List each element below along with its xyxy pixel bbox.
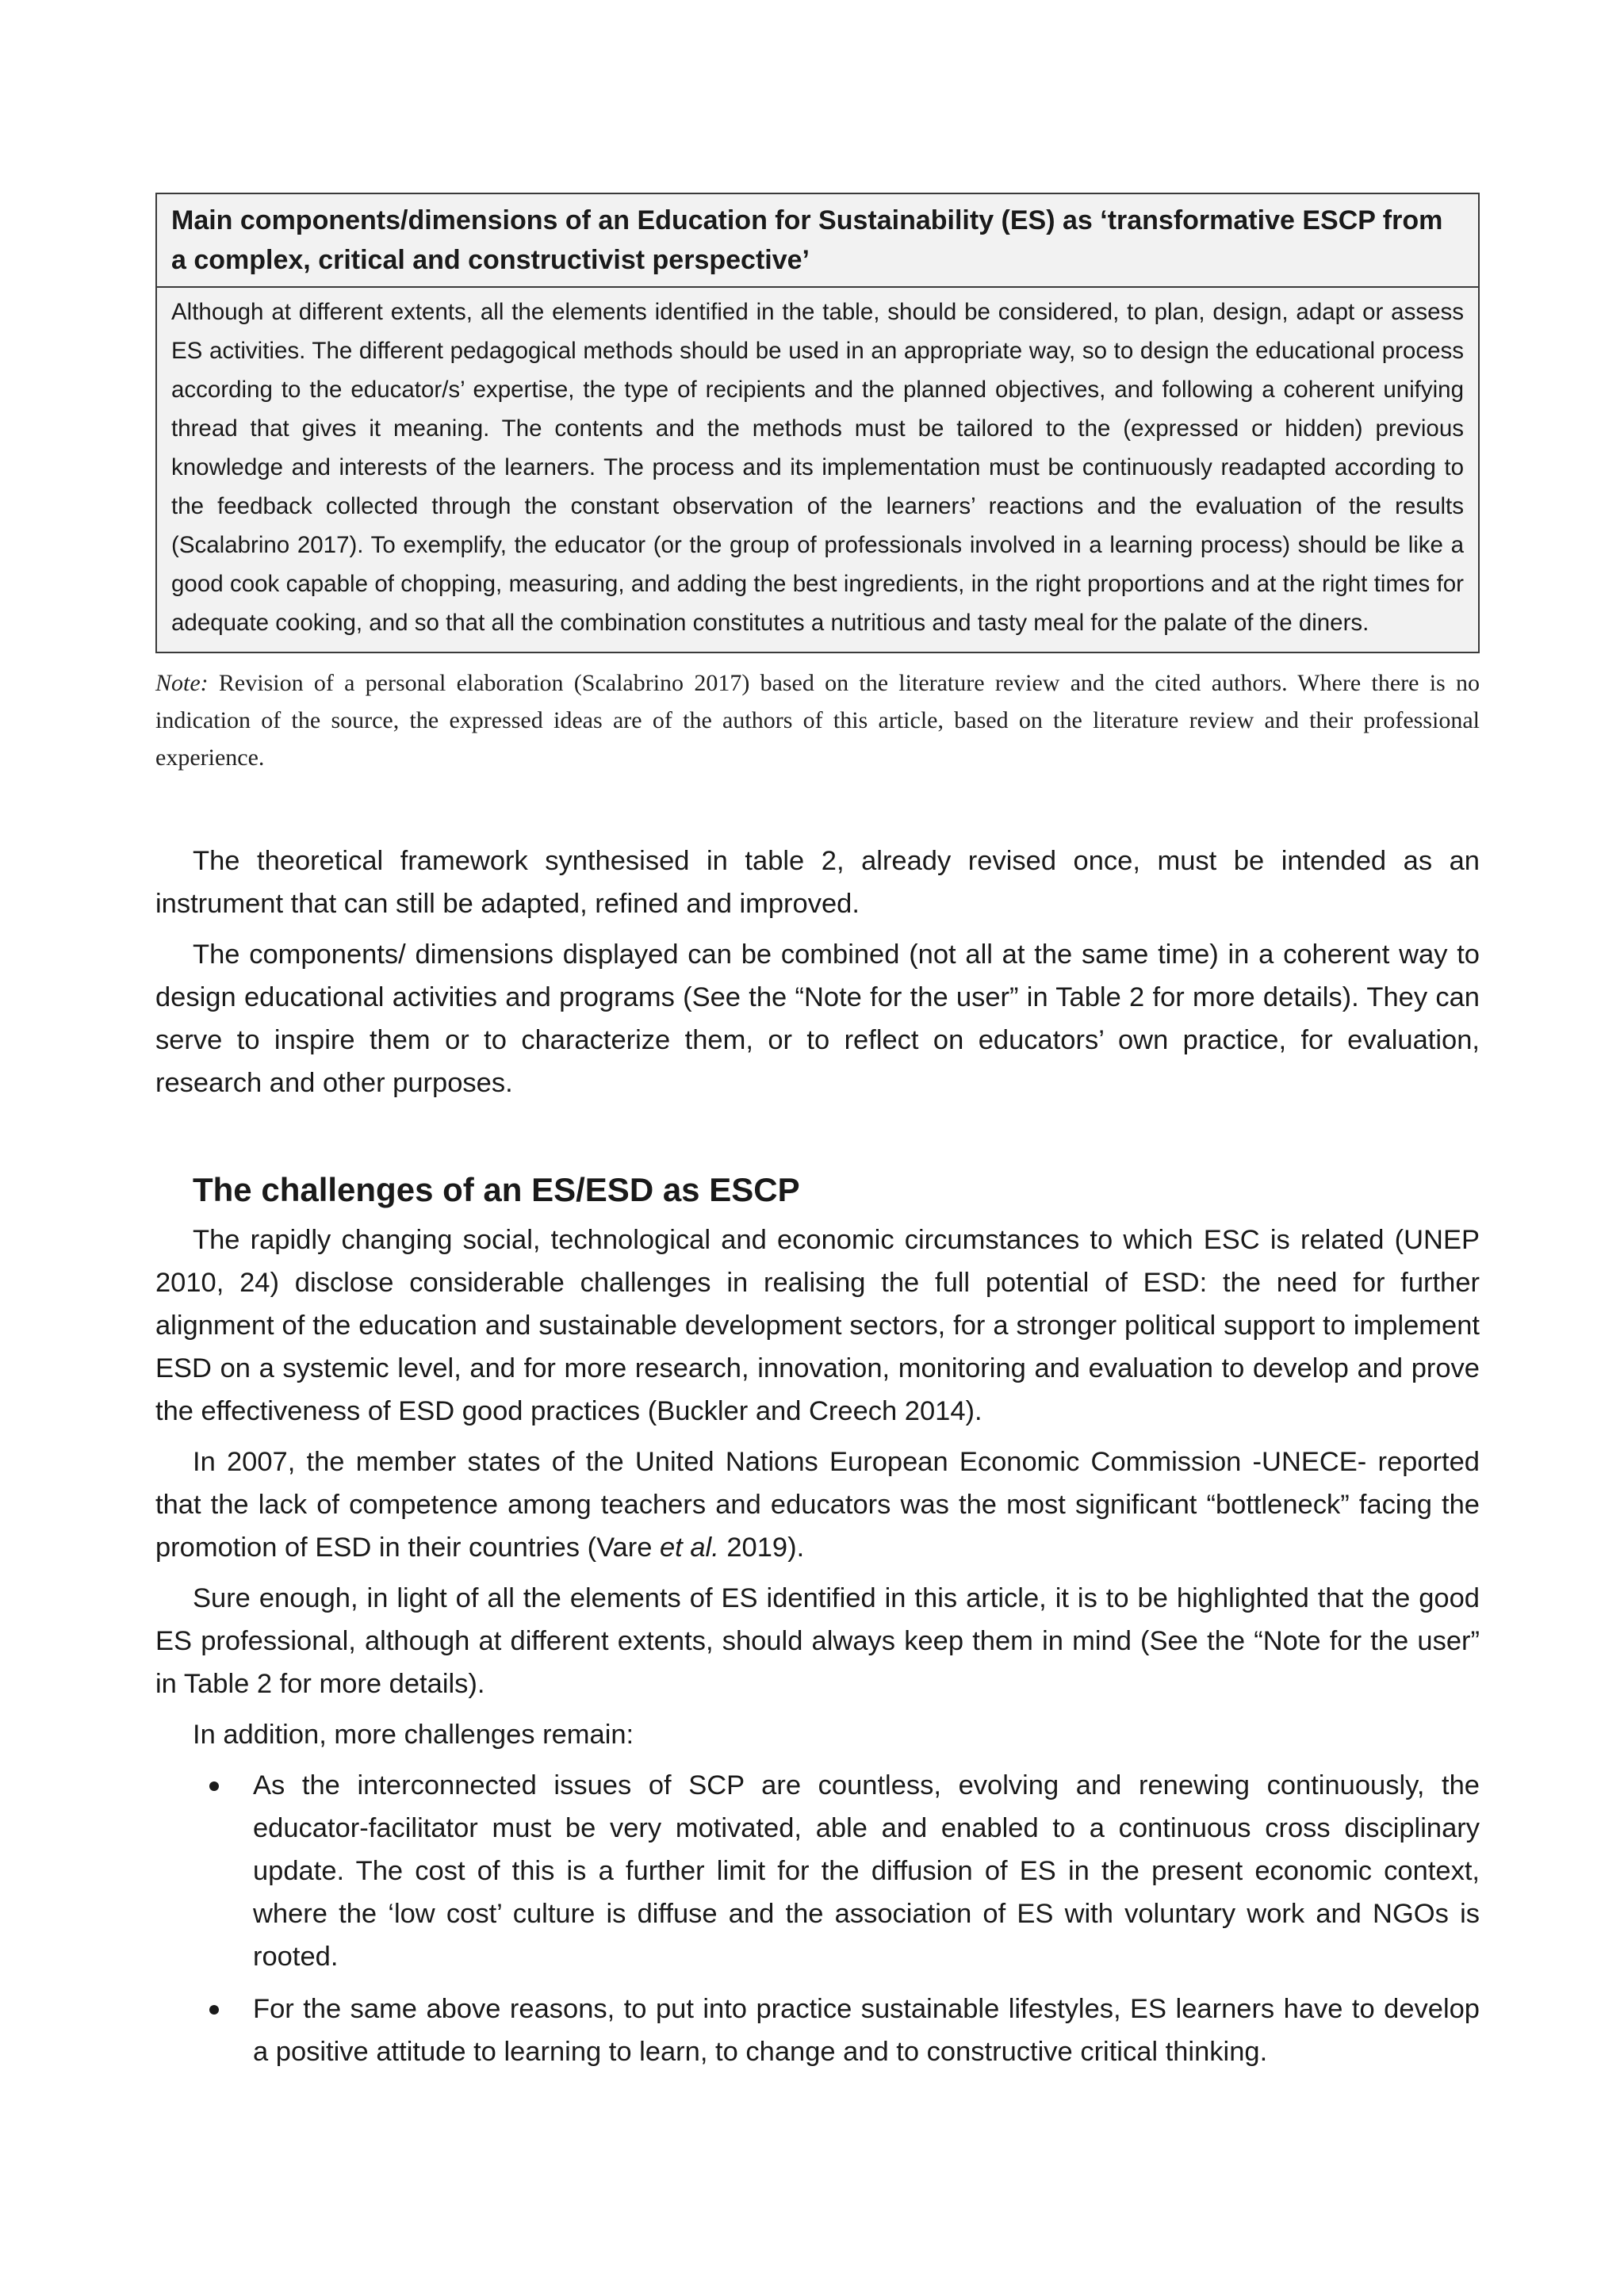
paragraph-text: In 2007, the member states of the United Nations European Economic Commission -UNECE- reported that the lack of competence among teachers and educators was the most significant “bottleneck” facing the promotion of ESD in their countries (Vare: [155, 1447, 1480, 1563]
box-title: Main components/dimensions of an Education for Sustainability (ES) as ‘transformative ESCP from a complex, critical and constructivist perspective’: [157, 194, 1478, 288]
paragraph: In addition, more challenges remain:: [193, 1720, 634, 1750]
bullet-icon: [209, 1781, 219, 1791]
paragraph: Sure enough, in light of all the elements of ES identified in this article, it is to be highlighted that the good ES professional, although at different extents, should always keep them in mind (See the “Note for the user” in Table 2 for more details).: [155, 1583, 1480, 1699]
paragraph: The components/ dimensions displayed can be combined (not all at the same time) in a coherent way to design educational activities and programs (See the “Note for the user” in Table 2 for more details). They can serve to inspire them or to characterize them, or to reflect on educators’ own practice, for evaluation, research and other purposes.: [155, 939, 1480, 1098]
table-note: [155, 664, 1480, 776]
list-item: [155, 1764, 1480, 1978]
paragraph-text: 2019).: [718, 1533, 805, 1563]
table-summary-box: [155, 193, 1480, 653]
paragraph-italic: et al.: [659, 1533, 719, 1563]
paragraph: The rapidly changing social, technological and economic circumstances to which ESC is related (UNEP 2010, 24) disclose considerable challenges in realising the full potential of ESD: the need for further alignment of the education and sustainable development sectors, for a stronger political support to implement ESD on a systemic level, and for more research, innovation, monitoring and evaluation to develop and prove the effectiveness of ESD good practices (Buckler and Creech 2014).: [155, 1225, 1480, 1426]
box-body: Although at different extents, all the elements identified in the table, should be considered, to plan, design, adapt or assess ES activities. The different pedagogical methods should be used in an appropriate way, so to design the educational process according to the educator/s’ expertise, the type of recipients and the planned objectives, and following a coherent unifying thread that gives it meaning. The contents and the methods must be tailored to the (expressed or hidden) previous knowledge and interests of the learners. The process and its implementation must be continuously readapted according to the feedback collected through the constant observation of the learners’ reactions and the evaluation of the results (Scalabrino 2017). To exemplify, the educator (or the group of professionals involved in a learning process) should be like a good cook capable of chopping, measuring, and adding the best ingredients, in the right proportions and at the right times for adequate cooking, and so that all the combination constitutes a nutritious and tasty meal for the palate of the diners.: [171, 299, 1464, 636]
note-text: Revision of a personal elaboration (Scalabrino 2017) based on the literature review and the cited authors. Where there is no indication of the source, the expressed ideas are of the authors of this article, based on the literature review and their professional experience.: [155, 670, 1480, 771]
list-item-text: For the same above reasons, to put into practice sustainable lifestyles, ES learners have to develop a positive attitude to learning to learn, to change and to constructive critical thinking.: [253, 1994, 1480, 2067]
list-item-text: As the interconnected issues of SCP are countless, evolving and renewing continuously, the educator-facilitator must be very motivated, able and enabled to a continuous cross disciplinary update. The cost of this is a further limit for the diffusion of ES in the present economic context, where the ‘low cost’ culture is diffuse and the association of ES with voluntary work and NGOs is rooted.: [253, 1770, 1480, 1972]
list-item: [155, 1988, 1480, 2073]
challenges-list: [155, 1764, 1480, 2073]
document-page: [155, 193, 1480, 2083]
bullet-icon: [209, 2005, 219, 2015]
section-heading: The challenges of an ES/ESD as ESCP: [193, 1171, 800, 1208]
note-label: Note:: [155, 670, 209, 696]
paragraph: [155, 1441, 1480, 1569]
paragraph: The theoretical framework synthesised in table 2, already revised once, must be intended as an instrument that can still be adapted, refined and improved.: [155, 846, 1480, 919]
